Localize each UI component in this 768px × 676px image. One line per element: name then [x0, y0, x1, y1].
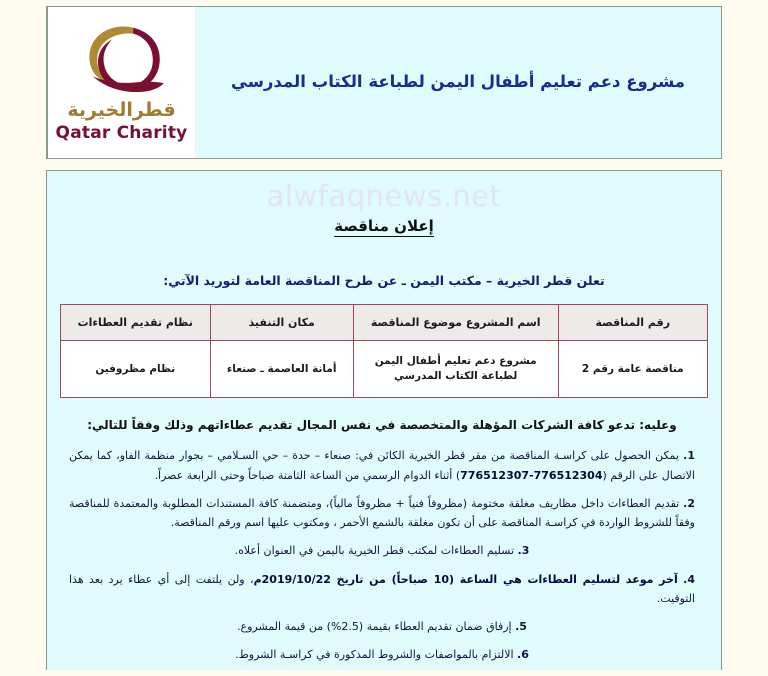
condition-item-5	[69, 617, 695, 636]
logo-cell	[47, 7, 195, 158]
conditions-lead: وعليه: تدعو كافة الشركات المؤهلة والمتخصصة في نفس المجال تقديم عطاءاتهم وذلك وفقاً للتالي:	[87, 418, 677, 433]
cell-location: أمانة العاصمة ـ صنعاء	[210, 341, 353, 398]
conditions-section	[69, 418, 695, 664]
cell-project: مشروع دعم تعليم أطفال اليمن لطباعة الكتاب المدرسي	[353, 341, 558, 398]
logo-english-text: Qatar Charity	[55, 122, 188, 143]
cell-bid-system: نظام مظروفين	[61, 341, 211, 398]
condition-text-1b: ) أثناء الدوام الرسمي من الساعة الثامنة صباحاً وحتى الرابعة عصراً.	[154, 468, 461, 482]
header-title-cell	[195, 7, 721, 158]
condition-number-3: 3.	[517, 544, 530, 558]
tender-table	[60, 304, 708, 398]
document-body	[46, 170, 722, 670]
column-header-location: مكان التنفيذ	[210, 305, 353, 341]
condition-text-2: تقديم العطاءات داخل مظاريف مغلقة مختومة (مظروفاً فنياً + مظروفاً مالياً)، ومتضمنة كافة المستندات المطلوبة والمعتمدة للمناقصة وفقاً للشروط الواردة في كراسـة المناقصة على أن تكون مغلقة بالشمع الأحمر ، ومكتوب عليها اسم ورقم المناقصة.	[69, 496, 695, 530]
announcement-heading-text: إعلان مناقصة	[334, 217, 434, 235]
condition-text-1a: يمكن الحصول على كراسـة المناقصة من مقر قطر الخيرية الكائن في: صنعاء – حدة – حي السـلامي – بجوار منظمة الفاو، كما يمكن الاتصال على الرقم (	[69, 449, 695, 482]
page-title: مشروع دعم تعليم أطفال اليمن لطباعة الكتاب المدرسي	[231, 72, 685, 92]
condition-number-6: 6.	[517, 648, 529, 662]
condition-item-6	[69, 645, 695, 664]
condition-text-5: إرفاق ضمان تقديم العطاء بقيمة (2.5%) من قيمة المشروع.	[237, 620, 516, 634]
qatar-charity-logo-icon	[79, 20, 165, 102]
condition-number-2: 2.	[683, 496, 695, 510]
condition-phone-numbers: 776512304-776512307	[460, 468, 603, 482]
column-header-project: اسم المشروع موضوع المناقصة	[353, 305, 558, 341]
condition-item-3	[69, 541, 695, 560]
condition-number-1: 1.	[683, 449, 695, 463]
announcement-heading	[47, 217, 721, 235]
condition-text-6: الالتزام بالمواصفات والشروط المذكورة في كراسـة الشروط.	[235, 648, 518, 662]
cell-tender-no: مناقصة عامة رقم 2	[558, 341, 707, 398]
condition-item-4	[69, 570, 695, 609]
condition-item-2	[69, 494, 695, 533]
condition-text-4b: ، ولن يلتفت إلى أي عطاء يرد بعد هذا التوقيت.	[69, 572, 695, 605]
logo-arabic-text: قطرالخيرية	[67, 99, 176, 122]
condition-number-5: 5.	[515, 620, 527, 634]
condition-item-1	[69, 446, 695, 485]
watermark: alwfaqnews.net	[266, 179, 502, 213]
condition-text-3: تسليم العطاءات لمكتب قطر الخيرية باليمن في العنوان أعلاه.	[234, 544, 518, 558]
column-header-tender-no: رقم المناقصة	[558, 305, 707, 341]
intro-paragraph: تعلن قطر الخيرية – مكتب اليمن ـ عن طرح المناقصة العامة لتوريد الآتي:	[163, 273, 605, 288]
table-header-row	[61, 305, 708, 341]
document-header	[46, 6, 722, 159]
condition-number-4: 4.	[683, 572, 696, 586]
condition-deadline: آخر موعد لتسليم العطاءات هي الساعة (10 صباحاً) من تاريخ 2019/10/22م	[253, 572, 678, 586]
column-header-bid-system: نظام تقديم العطاءات	[61, 305, 211, 341]
table-row	[61, 341, 708, 398]
